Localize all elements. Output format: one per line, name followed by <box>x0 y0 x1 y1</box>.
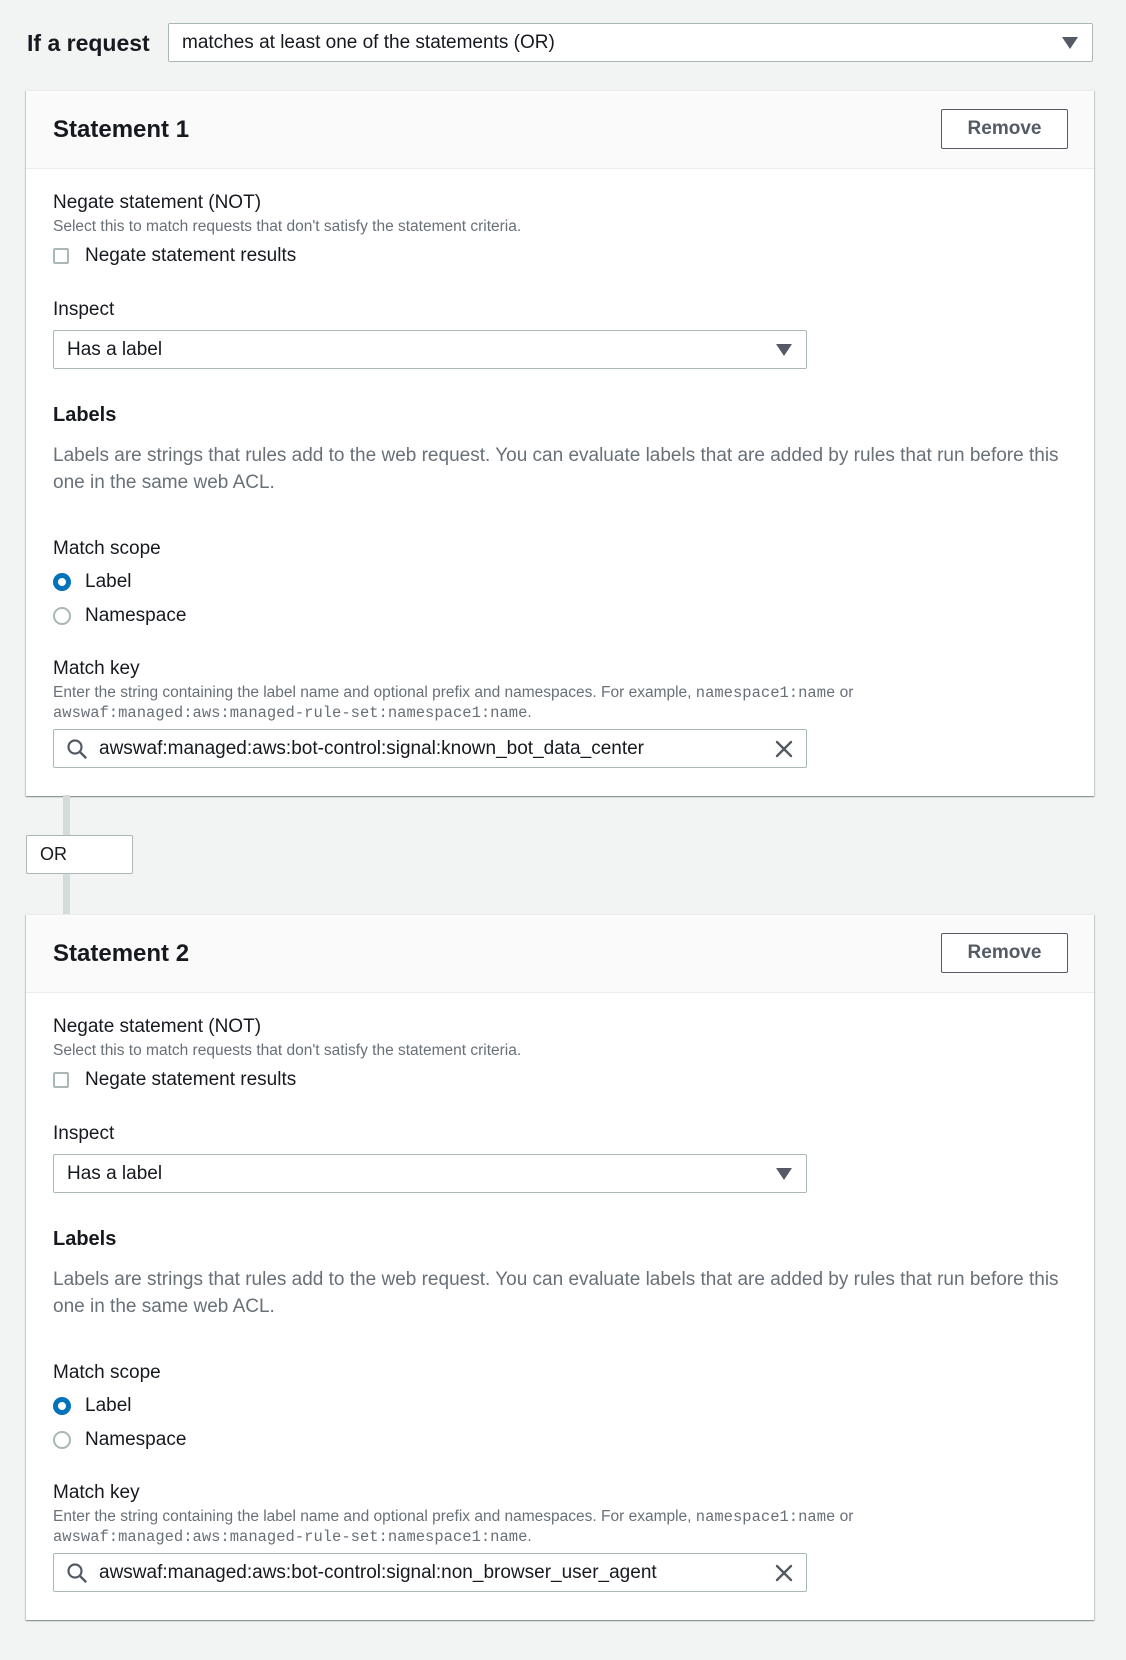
request-condition-value: matches at least one of the statements (OR) <box>182 31 555 53</box>
match-key-label: Match key <box>53 658 140 679</box>
match-key-label: Match key <box>53 1482 140 1503</box>
request-condition-select[interactable] <box>168 23 1093 62</box>
match-scope-option-label[interactable]: Label <box>85 571 132 592</box>
statement-header <box>26 915 1094 993</box>
or-connector-badge: OR <box>26 835 133 874</box>
statement-title: Statement 2 <box>53 940 190 967</box>
inspect-label: Inspect <box>53 299 115 320</box>
negate-checkbox[interactable] <box>53 248 69 264</box>
statement-title: Statement 1 <box>53 116 190 143</box>
negate-title: Negate statement (NOT) <box>53 192 262 213</box>
remove-statement-button[interactable]: Remove <box>941 933 1068 973</box>
labels-title: Labels <box>53 1228 117 1250</box>
match-key-input[interactable] <box>53 729 807 768</box>
connector-line <box>63 874 70 914</box>
negate-description: Select this to match requests that don't satisfy the statement criteria. <box>53 1042 522 1059</box>
statement-card-2 <box>26 914 1094 1620</box>
match-scope-option-label[interactable]: Label <box>85 1395 132 1416</box>
clear-icon[interactable] <box>774 739 794 759</box>
caret-down-icon <box>776 344 792 356</box>
match-scope-option-namespace[interactable]: Namespace <box>85 605 187 626</box>
negate-checkbox-label[interactable]: Negate statement results <box>85 1069 297 1090</box>
match-key-description: Enter the string containing the label name and optional prefix and namespaces. For example, namespace1:name or awswaf:managed:aws:managed-rule-set:namespace1:name. <box>53 684 854 722</box>
statement-header <box>26 91 1094 169</box>
match-key-input[interactable] <box>53 1553 807 1592</box>
match-key-value[interactable]: awswaf:managed:aws:bot-control:signal:known_bot_data_center <box>99 738 644 759</box>
match-scope-label: Match scope <box>53 538 161 559</box>
labels-title: Labels <box>53 404 117 426</box>
inspect-select[interactable] <box>53 1154 807 1193</box>
request-condition-label: If a request <box>27 30 150 56</box>
search-icon <box>67 739 87 759</box>
inspect-label: Inspect <box>53 1123 115 1144</box>
search-icon <box>67 1563 87 1583</box>
match-scope-radio-label[interactable] <box>53 1397 71 1415</box>
caret-down-icon <box>776 1168 792 1180</box>
match-key-description: Enter the string containing the label name and optional prefix and namespaces. For example, namespace1:name or awswaf:managed:aws:managed-rule-set:namespace1:name. <box>53 1508 854 1546</box>
clear-icon[interactable] <box>774 1563 794 1583</box>
connector-line <box>63 795 70 835</box>
negate-checkbox[interactable] <box>53 1072 69 1088</box>
match-key-value[interactable]: awswaf:managed:aws:bot-control:signal:non_browser_user_agent <box>99 1562 657 1583</box>
negate-description: Select this to match requests that don't satisfy the statement criteria. <box>53 218 522 235</box>
caret-down-icon <box>1062 37 1078 49</box>
inspect-select[interactable] <box>53 330 807 369</box>
match-scope-label: Match scope <box>53 1362 161 1383</box>
statement-card-1 <box>26 90 1094 796</box>
match-scope-radio-namespace[interactable] <box>53 1431 71 1449</box>
match-scope-radio-namespace[interactable] <box>53 607 71 625</box>
inspect-value: Has a label <box>67 338 163 360</box>
negate-checkbox-label[interactable]: Negate statement results <box>85 245 297 266</box>
match-scope-radio-label[interactable] <box>53 573 71 591</box>
match-scope-option-namespace[interactable]: Namespace <box>85 1429 187 1450</box>
negate-title: Negate statement (NOT) <box>53 1016 262 1037</box>
remove-statement-button[interactable]: Remove <box>941 109 1068 149</box>
inspect-value: Has a label <box>67 1162 163 1184</box>
labels-description: Labels are strings that rules add to the web request. You can evaluate labels that are added by rules that run before this one in the same web ACL. <box>53 445 1059 493</box>
labels-description: Labels are strings that rules add to the web request. You can evaluate labels that are added by rules that run before this one in the same web ACL. <box>53 1269 1059 1317</box>
